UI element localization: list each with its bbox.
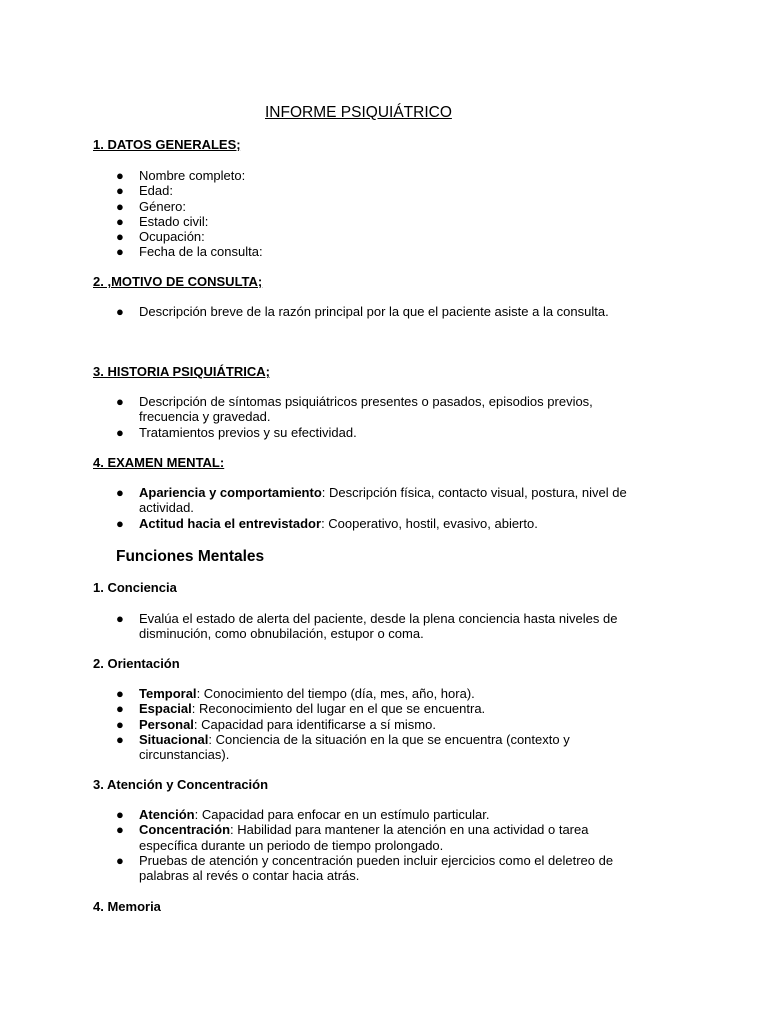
list-item: ● Fecha de la consulta: [116, 244, 263, 260]
conciencia-list [116, 611, 617, 642]
list-item: ● Edad: [116, 183, 173, 199]
bullet-icon: ● [116, 716, 124, 732]
section-heading-examen-mental: 4. EXAMEN MENTAL: [93, 455, 225, 470]
bullet-icon: ● [116, 686, 124, 701]
bullet-icon: ● [116, 822, 124, 838]
document-title: INFORME PSIQUIÁTRICO [265, 104, 452, 121]
bullet-icon: ● [116, 304, 124, 319]
list-item: ● Temporal: Conocimiento del tiempo (día, mes, año, hora). [116, 686, 475, 701]
subheading-memoria: 4. Memoria [93, 899, 161, 914]
bullet-icon: ● [116, 731, 124, 747]
bullet-icon: ● [116, 852, 124, 868]
bullet-icon: ● [116, 807, 124, 822]
list-item: ● Nombre completo: [116, 168, 246, 183]
orientacion-list [116, 686, 570, 762]
list-item: ● Pruebas de atención y concentración pueden incluir ejercicios como el deletreo de palabras al revés o contar hacia atrás. [116, 852, 614, 884]
bullet-icon: ● [116, 515, 124, 531]
subheading-atencion-concentracion: 3. Atención y Concentración [93, 777, 269, 792]
list-item: ● Espacial: Reconocimiento del lugar en el que se encuentra. [116, 701, 486, 717]
list-item: ● Ocupación: [116, 229, 205, 245]
bullet-icon: ● [116, 424, 124, 440]
subheading-orientacion: 2. Orientación [93, 656, 180, 671]
bullet-icon: ● [116, 485, 124, 500]
section-heading-historia-psiquiatrica: 3. HISTORIA PSIQUIÁTRICA; [93, 364, 270, 379]
bullet-icon: ● [116, 183, 124, 199]
section-heading-motivo-consulta: 2. ,MOTIVO DE CONSULTA; [93, 274, 263, 289]
bullet-icon: ● [116, 213, 124, 229]
list-item: ● Apariencia y comportamiento: Descripción física, contacto visual, postura, nivel de actividad. [116, 485, 627, 516]
list-item: ● Situacional: Conciencia de la situación en la que se encuentra (contexto y circunstancias). [116, 731, 570, 763]
list-item: ● Descripción breve de la razón principal por la que el paciente asiste a la consulta. [116, 304, 609, 319]
bullet-icon: ● [116, 394, 124, 409]
list-item: ● Concentración: Habilidad para mantener la atención en una actividad o tarea específica durante un periodo de tiempo prolongado. [116, 822, 589, 853]
list-item: ● Atención: Capacidad para enfocar en un estímulo particular. [116, 807, 490, 822]
list-item: ● Estado civil: [116, 213, 209, 229]
motivo-consulta-list [116, 304, 609, 319]
subheading-conciencia: 1. Conciencia [93, 580, 177, 595]
bullet-icon: ● [116, 168, 124, 183]
bullet-icon: ● [116, 198, 124, 214]
list-item: ● Tratamientos previos y su efectividad. [116, 424, 357, 440]
list-item: ● Personal: Capacidad para identificarse a sí mismo. [116, 716, 436, 732]
atencion-concentracion-list [116, 807, 613, 883]
section-heading-datos-generales: 1. DATOS GENERALES; [93, 137, 241, 152]
list-item: ● Actitud hacia el entrevistador: Cooperativo, hostil, evasivo, abierto. [116, 515, 538, 531]
list-item: ● Descripción de síntomas psiquiátricos presentes o pasados, episodios previos, frecuencia y gravedad. [116, 394, 593, 425]
examen-mental-list [116, 485, 627, 531]
bullet-icon: ● [116, 229, 124, 245]
bullet-icon: ● [116, 701, 124, 717]
list-item: ● Género: [116, 198, 186, 214]
bullet-icon: ● [116, 244, 124, 260]
bullet-icon: ● [116, 611, 124, 626]
datos-generales-list [116, 168, 263, 260]
historia-psiquiatrica-list [116, 394, 593, 440]
list-item: ● Evalúa el estado de alerta del paciente, desde la plena conciencia hasta niveles de disminución, como obnubilación, estupor o coma. [116, 611, 618, 642]
funciones-mentales-heading: Funciones Mentales [116, 548, 265, 565]
